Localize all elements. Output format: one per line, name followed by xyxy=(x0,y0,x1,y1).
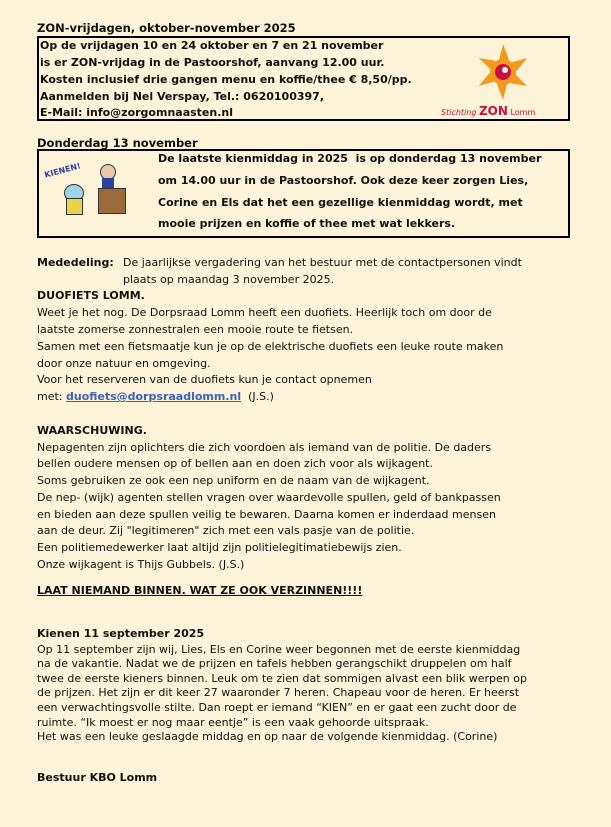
kienen-sep-line: de prijzen. Het zijn er dit keer 27 waaronder 7 heren. Chapeau voor de heren. Er heerst xyxy=(37,686,520,699)
duofiets-contact xyxy=(37,390,274,404)
waarschuwing-title: WAARSCHUWING. xyxy=(37,424,147,437)
kienen-nov-line: Corine en Els dat het een gezellige kienmiddag wordt, met xyxy=(158,196,523,209)
kienen-sep-line: een verwachtingsvolle stilte. Dan roept er iemand “KIEN” en er gaat een zucht door de xyxy=(37,701,517,714)
zon-line: E-Mail: info@zorgomnaasten.nl xyxy=(40,106,233,119)
met-label: met: xyxy=(37,390,66,403)
footer-signature: Bestuur KBO Lomm xyxy=(37,771,158,784)
zon-line: Aanmelden bij Nel Verspay, Tel.: 0620100397, xyxy=(40,90,324,103)
kienen-sep-line: ruimte. “Ik moest er nog maar eentje” is een vaak gehoorde uitspraak. xyxy=(37,716,429,729)
mededeling-label: Mededeling: xyxy=(37,256,114,269)
duofiets-title: DUOFIETS LOMM. xyxy=(37,289,145,302)
logo-prefix: Stichting xyxy=(441,108,477,117)
duofiets-line: door onze natuur en omgeving. xyxy=(37,357,211,370)
waarschuwing-line: Een politiemedewerker laat altijd zijn politielegitimatiebewijs zien. xyxy=(37,541,402,554)
kienen-sep-line: na de vakantie. Nadat we de prijzen en tafels hebben gerangschikt druppelen om half xyxy=(37,657,512,670)
kienen-sep-title: Kienen 11 september 2025 xyxy=(37,627,205,640)
waarschuwing-line: Onze wijkagent is Thijs Gubbels. (J.S.) xyxy=(37,558,245,571)
zon-line: Op de vrijdagen 10 en 24 oktober en 7 en 21 november xyxy=(40,39,384,52)
duofiets-sign: (J.S.) xyxy=(241,390,274,403)
kienen-nov-line: om 14.00 uur in de Pastoorshof. Ook deze keer zorgen Lies, xyxy=(158,174,529,187)
kienen-nov-box xyxy=(37,149,570,238)
kienen-illustration xyxy=(42,156,137,221)
kienen-nov-title: Donderdag 13 november xyxy=(37,136,198,150)
kienen-sep-line: Op 11 september zijn wij, Lies, Els en Corine weer begonnen met de eerste kienmiddag xyxy=(37,643,521,656)
waarschuwing-line: Nepagenten zijn oplichters die zich voordoen als iemand van de politie. De daders xyxy=(37,441,492,454)
logo-name: ZON xyxy=(478,104,508,118)
kienen-sep-line: twee de eerste kieners binnen. Leuk om te zien dat sommigen alvast een blik werpen op xyxy=(37,672,527,685)
zon-line: is er ZON-vrijdag in de Pastoorshof, aanvang 12.00 uur. xyxy=(40,56,385,69)
duofiets-line: Samen met een fietsmaatje kun je op de elektrische duofiets een leuke route maken xyxy=(37,340,504,353)
kienen-nov-line: De laatste kienmiddag in 2025 is op donderdag 13 november xyxy=(158,152,542,165)
waarschuwing-line: De nep- (wijk) agenten stellen vragen over waardevolle spullen, geld of bankpassen xyxy=(37,491,501,504)
waarschuwing-line: Soms gebruiken ze ook een nep uniform en de naam van de wijkagent. xyxy=(37,474,430,487)
duofiets-line: Voor het reserveren van de duofiets kun je contact opnemen xyxy=(37,373,372,386)
waarschuwing-slogan: LAAT NIEMAND BINNEN. WAT ZE OOK VERZINNEN!!!! xyxy=(37,584,363,597)
waarschuwing-line: bellen oudere mensen op of bellen aan en doen zich voor als wijkagent. xyxy=(37,457,433,470)
duofiets-line: laatste zomerse zonnestralen een mooie route te fietsen. xyxy=(37,323,354,336)
duofiets-email-link[interactable]: duofiets@dorpsraadlomm.nl xyxy=(66,390,242,403)
waarschuwing-line: en bieden aan deze spullen veilig te bewaren. Daarna komen er inderdaad mensen xyxy=(37,508,496,521)
mededeling-line: plaats op maandag 3 november 2025. xyxy=(123,273,335,286)
logo-suffix: Lomm xyxy=(510,108,536,117)
zon-box xyxy=(37,36,570,121)
sun-icon xyxy=(441,42,566,102)
kienen-image-text: KIENEN! xyxy=(43,161,82,180)
waarschuwing-line: aan de deur. Zij "legitimeren" zich met een vals pasje van de politie. xyxy=(37,524,415,537)
mededeling-line: De jaarlijkse vergadering van het bestuur met de contactpersonen vindt xyxy=(123,256,522,269)
zon-logo xyxy=(441,42,566,118)
duofiets-line: Weet je het nog. De Dorpsraad Lomm heeft een duofiets. Heerlijk toch om door de xyxy=(37,306,492,319)
zon-title: ZON-vrijdagen, oktober-november 2025 xyxy=(37,21,296,35)
kienen-nov-line: mooie prijzen en koffie of thee met wat lekkers. xyxy=(158,217,456,230)
zon-line: Kosten inclusief drie gangen menu en koffie/thee € 8,50/pp. xyxy=(40,73,412,86)
kienen-sep-line: Het was een leuke geslaagde middag en op naar de volgende kienmiddag. (Corine) xyxy=(37,730,498,743)
